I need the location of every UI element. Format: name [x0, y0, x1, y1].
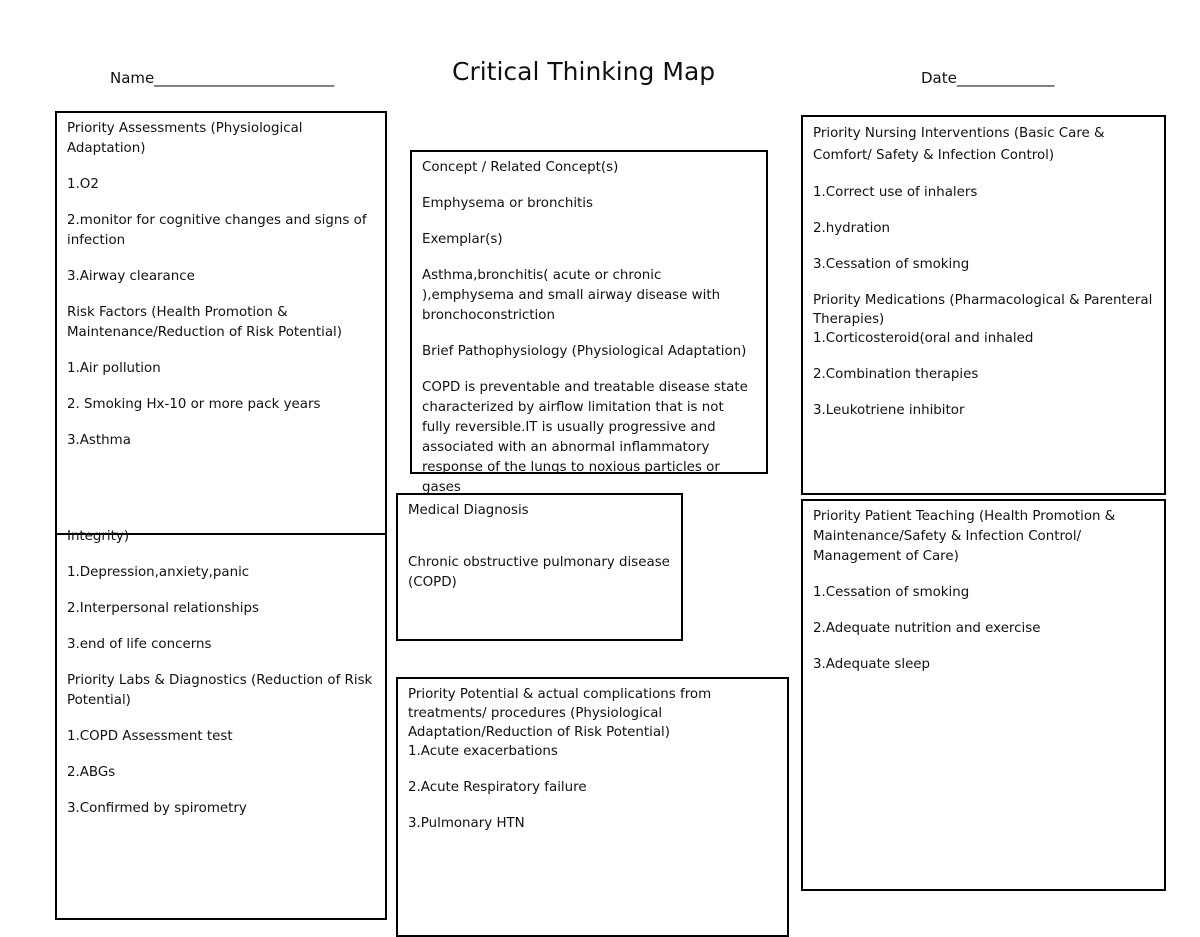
medications-heading: Priority Medications (Pharmacological & Parenteral Therapies)	[813, 293, 1153, 327]
complication-item: 3.Pulmonary HTN	[408, 816, 525, 831]
teaching-item: 3.Adequate sleep	[813, 657, 931, 672]
patient-teaching-box	[801, 499, 1166, 891]
assessment-item: 2.monitor for cognitive changes and signs of infection	[67, 213, 367, 248]
medication-item: 2.Combination therapies	[813, 367, 979, 382]
pathophysiology-heading: Brief Pathophysiology (Physiological Adaptation)	[422, 344, 747, 359]
complications-box	[396, 677, 789, 937]
psychosocial-item: 1.Depression,anxiety,panic	[67, 565, 250, 580]
exemplar-value: Asthma,bronchitis( acute or chronic ),emphysema and small airway disease with bronchoconstriction	[422, 268, 721, 323]
name-field-label: Name________________________	[110, 69, 335, 87]
intervention-item: 2.hydration	[813, 221, 891, 236]
risk-factors-heading: Risk Factors (Health Promotion & Maintenance/Reduction of Risk Potential)	[67, 305, 343, 340]
medication-item: 3.Leukotriene inhibitor	[813, 403, 965, 418]
risk-factor-item: 1.Air pollution	[67, 361, 161, 376]
diagnosis-value: Chronic obstructive pulmonary disease (COPD)	[408, 555, 670, 590]
interventions-heading: Priority Nursing Interventions (Basic Care & Comfort/ Safety & Infection Control)	[813, 126, 1105, 163]
medical-diagnosis-box	[396, 493, 683, 641]
medication-item: 1.Corticosteroid(oral and inhaled	[813, 331, 1034, 346]
assessment-item: 1.O2	[67, 177, 99, 192]
teaching-item: 2.Adequate nutrition and exercise	[813, 621, 1041, 636]
labs-heading: Priority Labs & Diagnostics (Reduction of Risk Potential)	[67, 673, 373, 708]
psychosocial-heading-clipped: Integrity)	[67, 529, 130, 544]
priority-assessments-box	[55, 111, 387, 535]
exemplar-heading: Exemplar(s)	[422, 232, 503, 247]
complications-heading: Priority Potential & actual complications from treatments/ procedures (Physiological Adaptation/Reduction of Risk Potential)	[408, 687, 712, 740]
lab-item: 2.ABGs	[67, 765, 116, 780]
assessment-item: 3.Airway clearance	[67, 269, 195, 284]
page-title: Critical Thinking Map	[452, 57, 716, 86]
psychosocial-item: 3.end of life concerns	[67, 637, 212, 652]
risk-factor-item: 3.Asthma	[67, 433, 131, 448]
concept-box	[410, 150, 768, 495]
intervention-item: 1.Correct use of inhalers	[813, 185, 978, 200]
risk-factor-item: 2. Smoking Hx-10 or more pack years	[67, 397, 321, 412]
date-field-label: Date_____________	[921, 69, 1055, 87]
lab-item: 3.Confirmed by spirometry	[67, 801, 247, 816]
pathophysiology-text: COPD is preventable and treatable disease state characterized by airflow limitation that is not fully reversible.IT is usually progressive and associated with an abnormal inflammatory response of the lungs to noxious particles or gases	[422, 380, 748, 495]
lab-item: 1.COPD Assessment test	[67, 729, 233, 744]
concept-value: Emphysema or bronchitis	[422, 196, 593, 211]
nursing-interventions-box	[801, 115, 1166, 495]
diagnosis-heading: Medical Diagnosis	[408, 503, 529, 518]
psychosocial-item: 2.Interpersonal relationships	[67, 601, 259, 616]
teaching-heading: Priority Patient Teaching (Health Promotion & Maintenance/Safety & Infection Control/ Management of Care)	[813, 509, 1116, 564]
intervention-item: 3.Cessation of smoking	[813, 257, 970, 272]
teaching-item: 1.Cessation of smoking	[813, 585, 970, 600]
concept-heading: Concept / Related Concept(s)	[422, 160, 619, 175]
psychosocial-box	[55, 529, 387, 920]
assessments-heading: Priority Assessments (Physiological Adaptation)	[67, 121, 303, 156]
complication-item: 1.Acute exacerbations	[408, 744, 558, 759]
complication-item: 2.Acute Respiratory failure	[408, 780, 587, 795]
